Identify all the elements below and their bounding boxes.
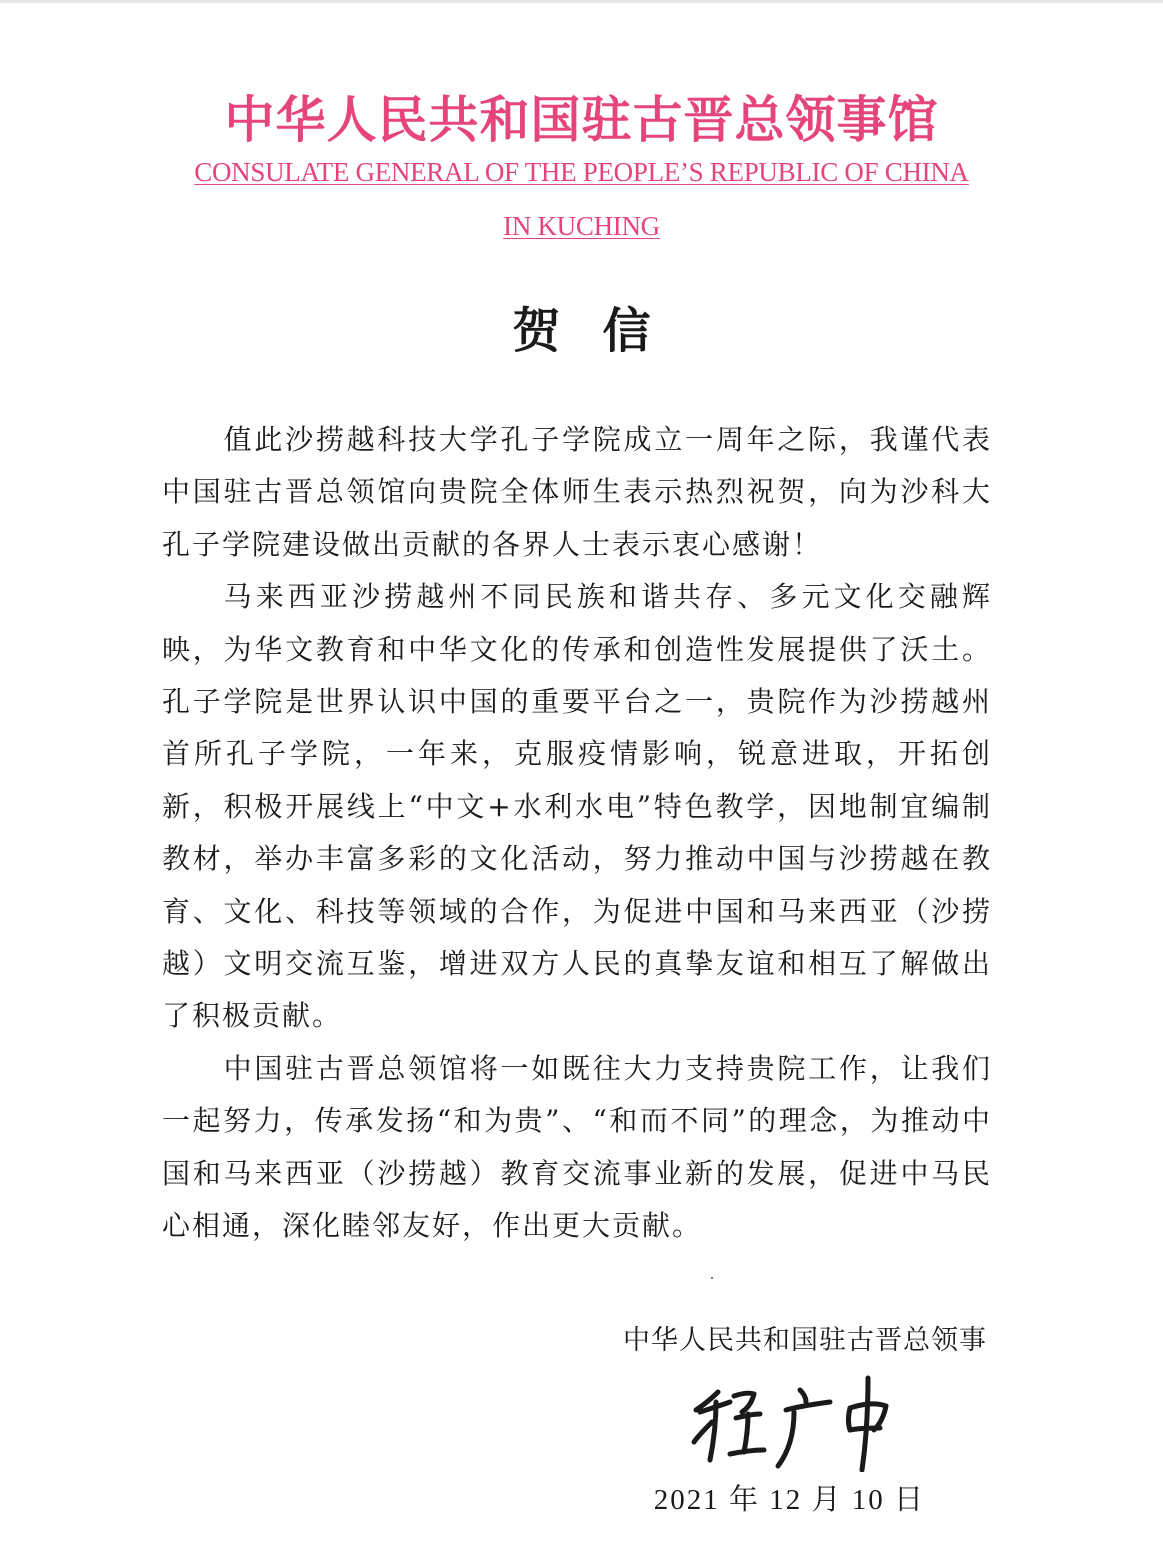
letterhead-chinese: 中华人民共和国驻古晋总领事馆 <box>224 91 939 149</box>
body-paragraph-3: 中国驻古晋总领馆将一如既往大力支持贵院工作，让我们一起努力，传承发扬“和为贵”、“和而不同”的理念，为推动中国和马来西亚（沙捞越）教育交流事业新的发展，促进中马民心相通，深化睦邻友好，作出更大贡献。 <box>162 1051 992 1243</box>
letterhead-english-line1: CONSULATE GENERAL OF THE PEOPLE’S REPUBLIC OF CHINA <box>194 157 969 187</box>
letter-body <box>162 414 992 1253</box>
handwritten-signature <box>690 1372 900 1472</box>
body-paragraph-2: 马来西亚沙捞越州不同民族和谐共存、多元文化交融辉映，为华文教育和中华文化的传承和创造性发展提供了沃土。孔子学院是世界认识中国的重要平台之一，贵院作为沙捞越州首所孔子学院，一年来，克服疫情影响，锐意进取，开拓创新，积极开展线上“中文+水利水电”特色教学，因地制宜编制教材，举办丰富多彩的文化活动，努力推动中国与沙捞越在教育、文化、科技等领域的合作，为促进中国和马来西亚（沙捞越）文明交流互鉴，增进双方人民的真挚友谊和相互了解做出了积极贡献。 <box>162 580 992 1033</box>
letterhead-english-line2: IN KUCHING <box>503 211 660 241</box>
ink-speck <box>711 1277 713 1279</box>
letter-title: 贺信 <box>512 303 693 359</box>
letter-date: 2021 年 12 月 10 日 <box>653 1484 925 1516</box>
signer-title: 中华人民共和国驻古晋总领事 <box>623 1325 987 1356</box>
body-paragraph-1: 值此沙捞越科技大学孔子学院成立一周年之际，我谨代表中国驻古晋总领馆向贵院全体师生表示热烈祝贺，向为沙科大孔子学院建设做出贡献的各界人士表示衷心感谢！ <box>162 423 992 561</box>
top-border <box>0 0 1163 3</box>
